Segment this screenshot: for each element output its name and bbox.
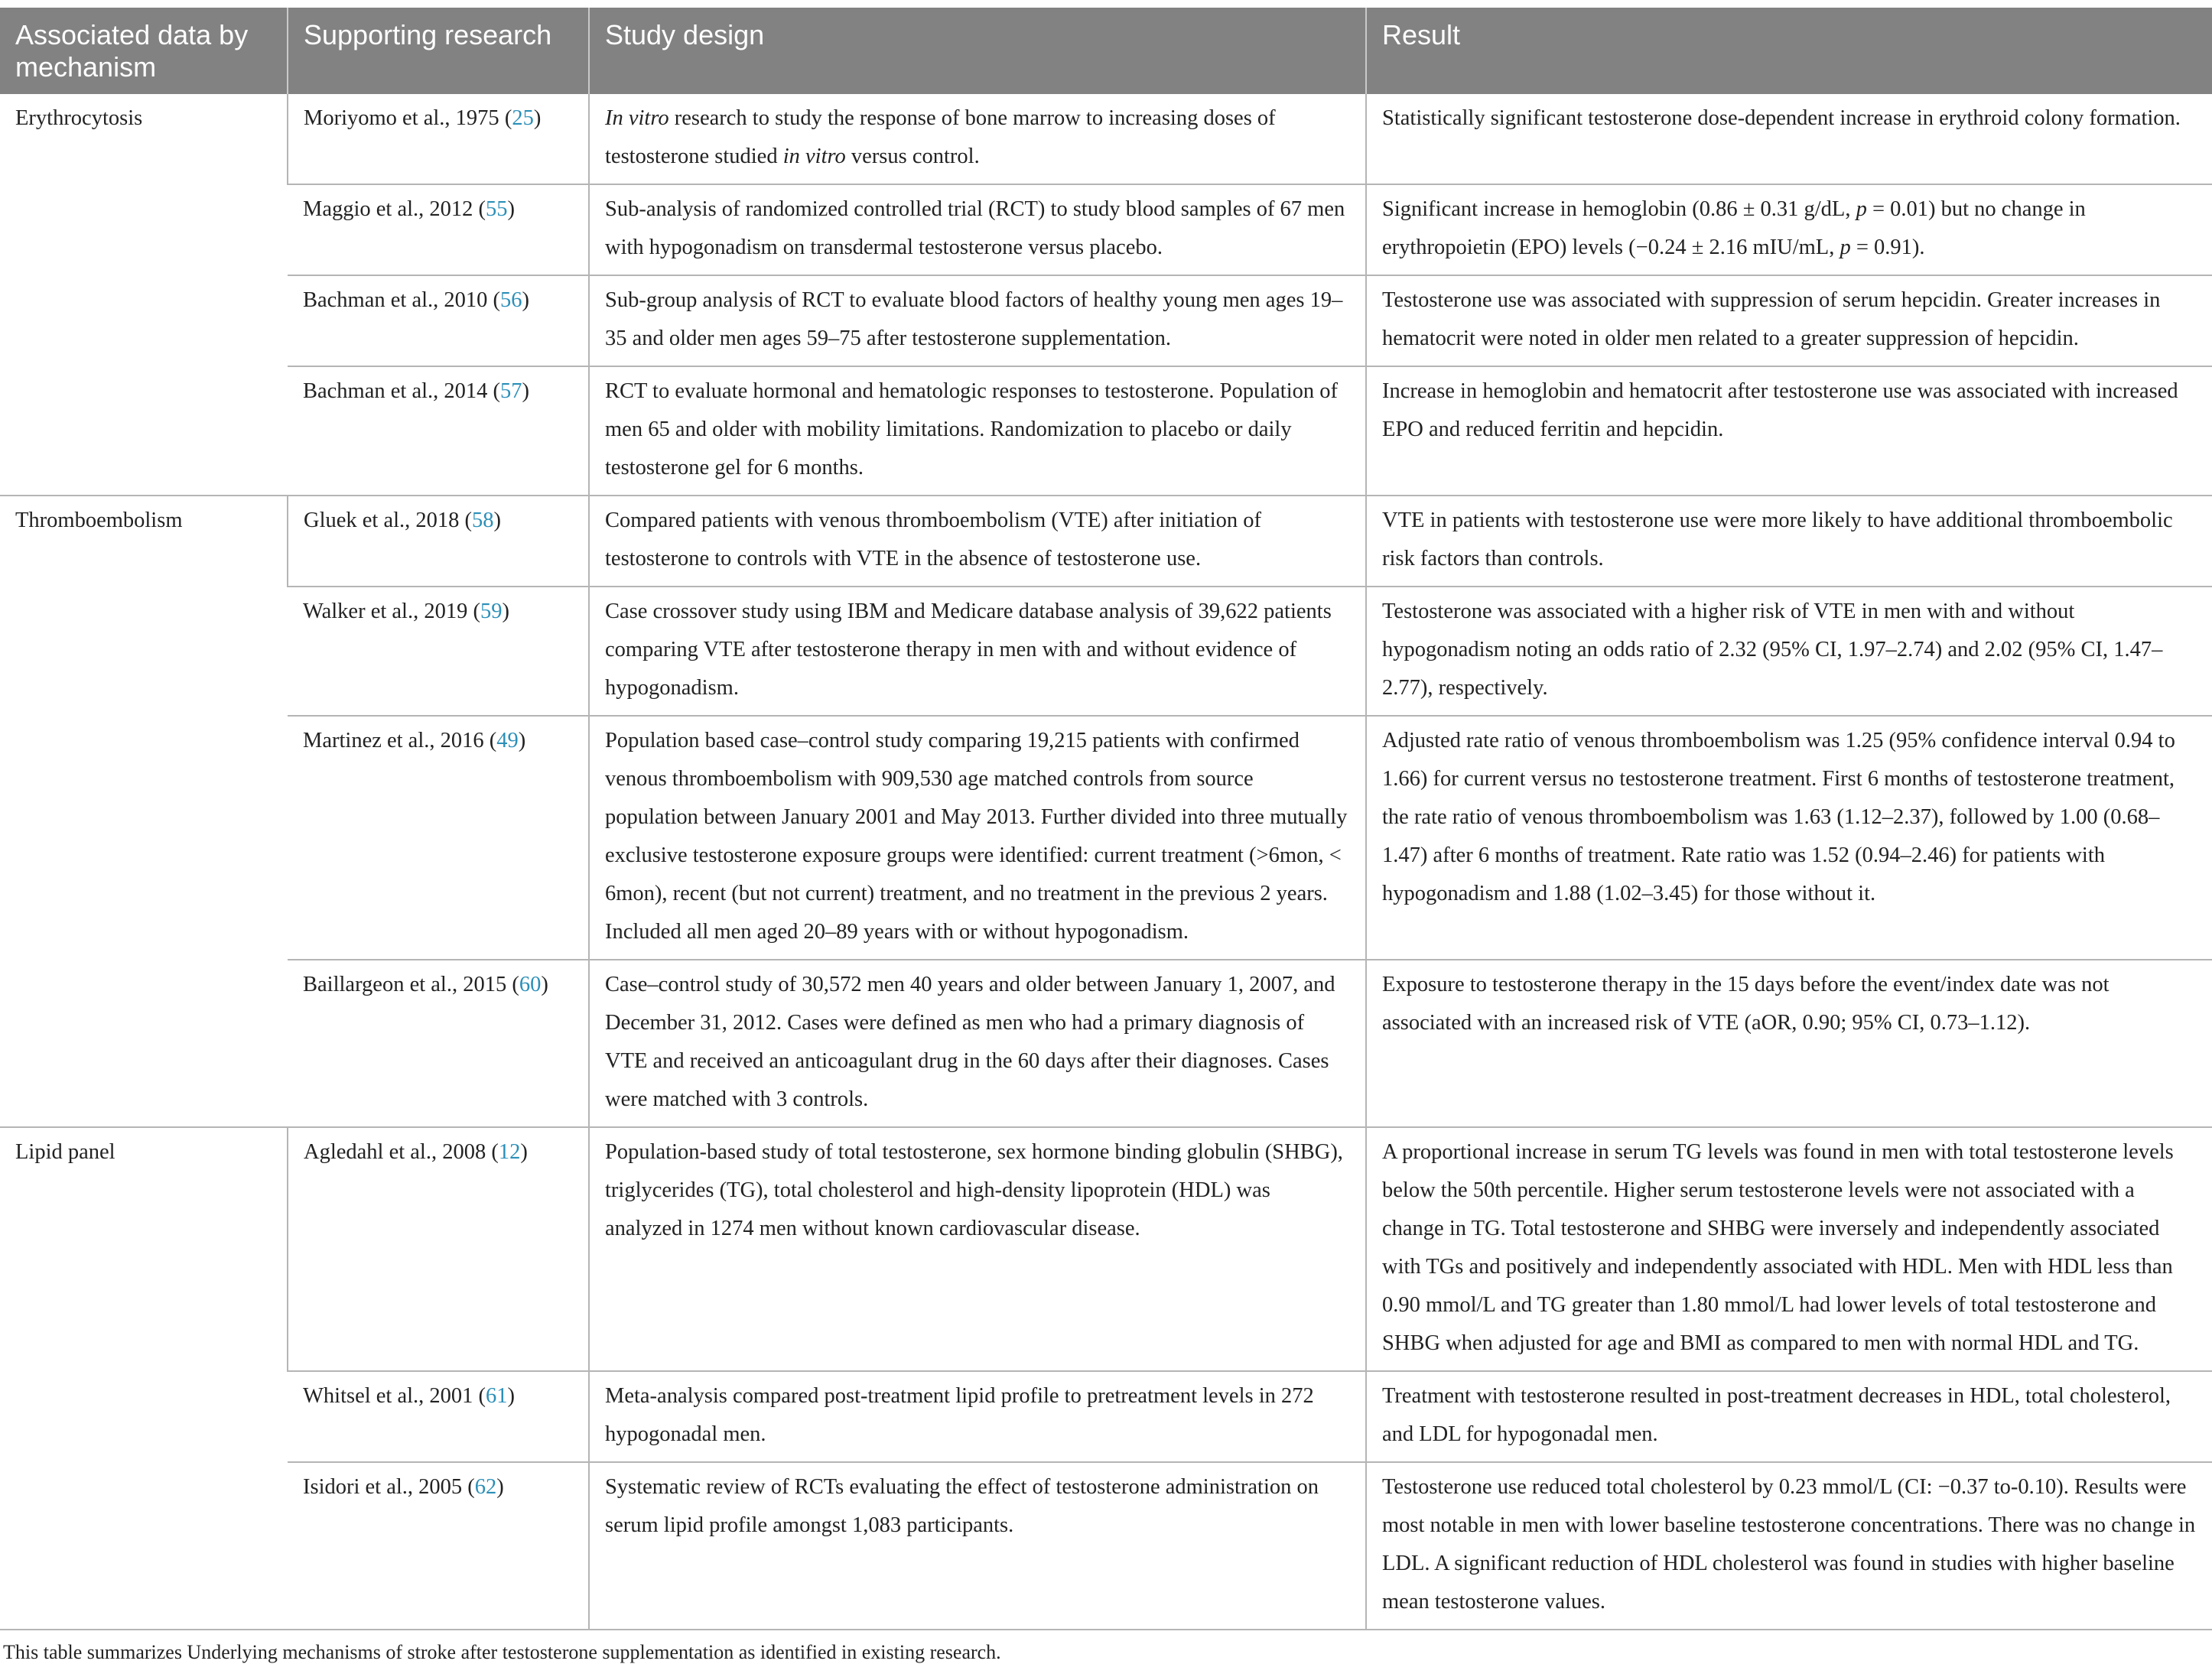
author-text: Maggio et al., 2012: [303, 197, 473, 221]
table-row: [0, 184, 2212, 275]
design-italic: in vitro: [782, 145, 846, 168]
reference-link[interactable]: 60: [519, 973, 542, 996]
table-row: [0, 1462, 2212, 1630]
header-row: [0, 8, 2212, 94]
result-text: = 0.01) but no change in erythropoietin (EPO) levels (−0.24 ± 2.16 mIU/mL,: [1382, 197, 2086, 259]
reference-link[interactable]: 62: [474, 1475, 497, 1499]
research-cell: Isidori et al., 2005 (62): [288, 1462, 589, 1630]
research-cell: Bachman et al., 2010 (56): [288, 275, 589, 366]
research-cell: Walker et al., 2019 (59): [288, 587, 589, 716]
result-cell: Exposure to testosterone therapy in the 15 days before the event/index date was not associated with an increased risk of VTE (aOR, 0.90; 95% CI, 0.73–1.12).: [1366, 960, 2212, 1127]
author-text: Gluek et al., 2018: [304, 509, 460, 532]
table-row: [0, 587, 2212, 716]
design-cell: Meta-analysis compared post-treatment lipid profile to pretreatment levels in 272 hypogonadal men.: [589, 1371, 1366, 1462]
author-text: Whitsel et al., 2001: [303, 1384, 473, 1408]
author-text: Martinez et al., 2016: [303, 729, 484, 752]
design-cell: Case crossover study using IBM and Medicare database analysis of 39,622 patients comparing VTE after testosterone therapy in men with and without evidence of hypogonadism.: [589, 587, 1366, 716]
design-text: versus control.: [845, 145, 980, 168]
header-supporting-research: Supporting research: [288, 8, 589, 94]
design-cell: Population based case–control study comparing 19,215 patients with confirmed venous thromboembolism with 909,530 age matched controls from source population between January 2001 and May 2013. Further divided into three mutually exclusive testosterone exposure groups were identified: current treatment (>6mon, < 6mon), recent (but not current) treatment, and no treatment in the previous 2 years. Included all men aged 20–89 years with or without hypogonadism.: [589, 716, 1366, 960]
research-cell: Baillargeon et al., 2015 (60): [288, 960, 589, 1127]
result-cell: VTE in patients with testosterone use were more likely to have additional thromboembolic risk factors than controls.: [1366, 496, 2212, 587]
mechanism-thromboembolism: Thromboembolism: [0, 496, 288, 1127]
table-row: [0, 960, 2212, 1127]
table-row: [0, 366, 2212, 496]
result-cell: A proportional increase in serum TG levels was found in men with total testosterone levels below the 50th percentile. Higher serum testosterone levels were not associated with a change in TG. Total testosterone and SHBG were inversely and independently associated with TGs and positively and independently associated with HDL. Men with HDL less than 0.90 mmol/L and TG greater than 1.80 mmol/L had lower levels of total testosterone and SHBG when adjusted for age and BMI as compared to men with normal HDL and TG.: [1366, 1127, 2212, 1371]
reference-link[interactable]: 49: [496, 729, 519, 752]
research-cell: Gluek et al., 2018 (58): [288, 496, 589, 587]
result-text: = 0.91).: [1850, 236, 1925, 259]
result-cell: Increase in hemoglobin and hematocrit after testosterone use was associated with increased EPO and reduced ferritin and hepcidin.: [1366, 366, 2212, 496]
research-cell: Martinez et al., 2016 (49): [288, 716, 589, 960]
design-italic: In vitro: [605, 106, 669, 130]
header-study-design: Study design: [589, 8, 1366, 94]
author-text: Baillargeon et al., 2015: [303, 973, 507, 996]
result-cell: Treatment with testosterone resulted in post-treatment decreases in HDL, total cholesterol, and LDL for hypogonadal men.: [1366, 1371, 2212, 1462]
result-italic: p: [1840, 236, 1851, 259]
reference-link[interactable]: 56: [500, 288, 522, 312]
table-body: [0, 94, 2212, 1630]
result-cell: Adjusted rate ratio of venous thromboembolism was 1.25 (95% confidence interval 0.94 to 1.66) for current versus no testosterone treatment. First 6 months of testosterone treatment, the rate ratio of venous thromboembolism was 1.63 (1.12–2.37), followed by 1.00 (0.68–1.47) after 6 months of treatment. Rate ratio was 1.52 (0.94–2.46) for patients with hypogonadism and 1.88 (1.02–3.45) for those without it.: [1366, 716, 2212, 960]
design-cell: Systematic review of RCTs evaluating the effect of testosterone administration on serum lipid profile amongst 1,083 participants.: [589, 1462, 1366, 1630]
mechanisms-table: [0, 8, 2212, 1630]
mechanism-lipid-panel: Lipid panel: [0, 1127, 288, 1630]
author-text: Bachman et al., 2014: [303, 379, 488, 403]
table-row: [0, 1371, 2212, 1462]
reference-link[interactable]: 57: [500, 379, 522, 403]
reference-link[interactable]: 25: [512, 106, 534, 130]
reference-link[interactable]: 61: [486, 1384, 508, 1408]
header-result: Result: [1366, 8, 2212, 94]
table-row: [0, 1127, 2212, 1371]
design-text: research to study the response of bone marrow to increasing doses of testosterone studied: [605, 106, 1276, 168]
research-cell: Agledahl et al., 2008 (12): [288, 1127, 589, 1371]
table-footnote: This table summarizes Underlying mechanisms of stroke after testosterone supplementation as identified in existing research.: [3, 1641, 1001, 1663]
design-cell: RCT to evaluate hormonal and hematologic responses to testosterone. Population of men 65 and older with mobility limitations. Randomization to placebo or daily testosterone gel for 6 months.: [589, 366, 1366, 496]
design-cell: [589, 94, 1366, 184]
design-cell: Population-based study of total testosterone, sex hormone binding globulin (SHBG), triglycerides (TG), total cholesterol and high-density lipoprotein (HDL) was analyzed in 1274 men without known cardiovascular disease.: [589, 1127, 1366, 1371]
result-cell: Testosterone use reduced total cholesterol by 0.23 mmol/L (CI: −0.37 to-0.10). Results were most notable in men with lower baseline testosterone concentrations. There was no change in LDL. A significant reduction of HDL cholesterol was found in studies with higher baseline mean testosterone values.: [1366, 1462, 2212, 1630]
table-row: [0, 496, 2212, 587]
author-text: Isidori et al., 2005: [303, 1475, 463, 1499]
table-header: [0, 8, 2212, 94]
reference-link[interactable]: 55: [486, 197, 508, 221]
author-text: Agledahl et al., 2008: [304, 1140, 486, 1164]
research-cell: Bachman et al., 2014 (57): [288, 366, 589, 496]
design-cell: Compared patients with venous thromboembolism (VTE) after initiation of testosterone to controls with VTE in the absence of testosterone use.: [589, 496, 1366, 587]
reference-link[interactable]: 59: [480, 600, 503, 623]
design-cell: Sub-group analysis of RCT to evaluate blood factors of healthy young men ages 19–35 and older men ages 59–75 after testosterone supplementation.: [589, 275, 1366, 366]
mechanism-erythrocytosis: Erythrocytosis: [0, 94, 288, 496]
result-cell: Testosterone use was associated with suppression of serum hepcidin. Greater increases in hematocrit were noted in older men related to a greater suppression of hepcidin.: [1366, 275, 2212, 366]
table-row: [0, 94, 2212, 184]
table-row: [0, 716, 2212, 960]
result-cell: Statistically significant testosterone dose-dependent increase in erythroid colony formation.: [1366, 94, 2212, 184]
author-text: Moriyomo et al., 1975: [304, 106, 499, 130]
table-row: [0, 275, 2212, 366]
author-text: Bachman et al., 2010: [303, 288, 488, 312]
result-text: Significant increase in hemoglobin (0.86 ± 0.31 g/dL,: [1382, 197, 1856, 221]
design-cell: Sub-analysis of randomized controlled trial (RCT) to study blood samples of 67 men with hypogonadism on transdermal testosterone versus placebo.: [589, 184, 1366, 275]
research-cell: Moriyomo et al., 1975 (25): [288, 94, 589, 184]
research-cell: Maggio et al., 2012 (55): [288, 184, 589, 275]
result-italic: p: [1856, 197, 1867, 221]
header-mechanism: Associated data by mechanism: [0, 8, 288, 94]
research-cell: Whitsel et al., 2001 (61): [288, 1371, 589, 1462]
reference-link[interactable]: 58: [472, 509, 494, 532]
author-text: Walker et al., 2019: [303, 600, 468, 623]
design-cell: Case–control study of 30,572 men 40 years and older between January 1, 2007, and December 31, 2012. Cases were defined as men who had a primary diagnosis of VTE and received an anticoagulant drug in the 60 days after their diagnoses. Cases were matched with 3 controls.: [589, 960, 1366, 1127]
result-cell: Testosterone was associated with a higher risk of VTE in men with and without hypogonadism noting an odds ratio of 2.32 (95% CI, 1.97–2.74) and 2.02 (95% CI, 1.47–2.77), respectively.: [1366, 587, 2212, 716]
result-cell: [1366, 184, 2212, 275]
reference-link[interactable]: 12: [498, 1140, 521, 1164]
